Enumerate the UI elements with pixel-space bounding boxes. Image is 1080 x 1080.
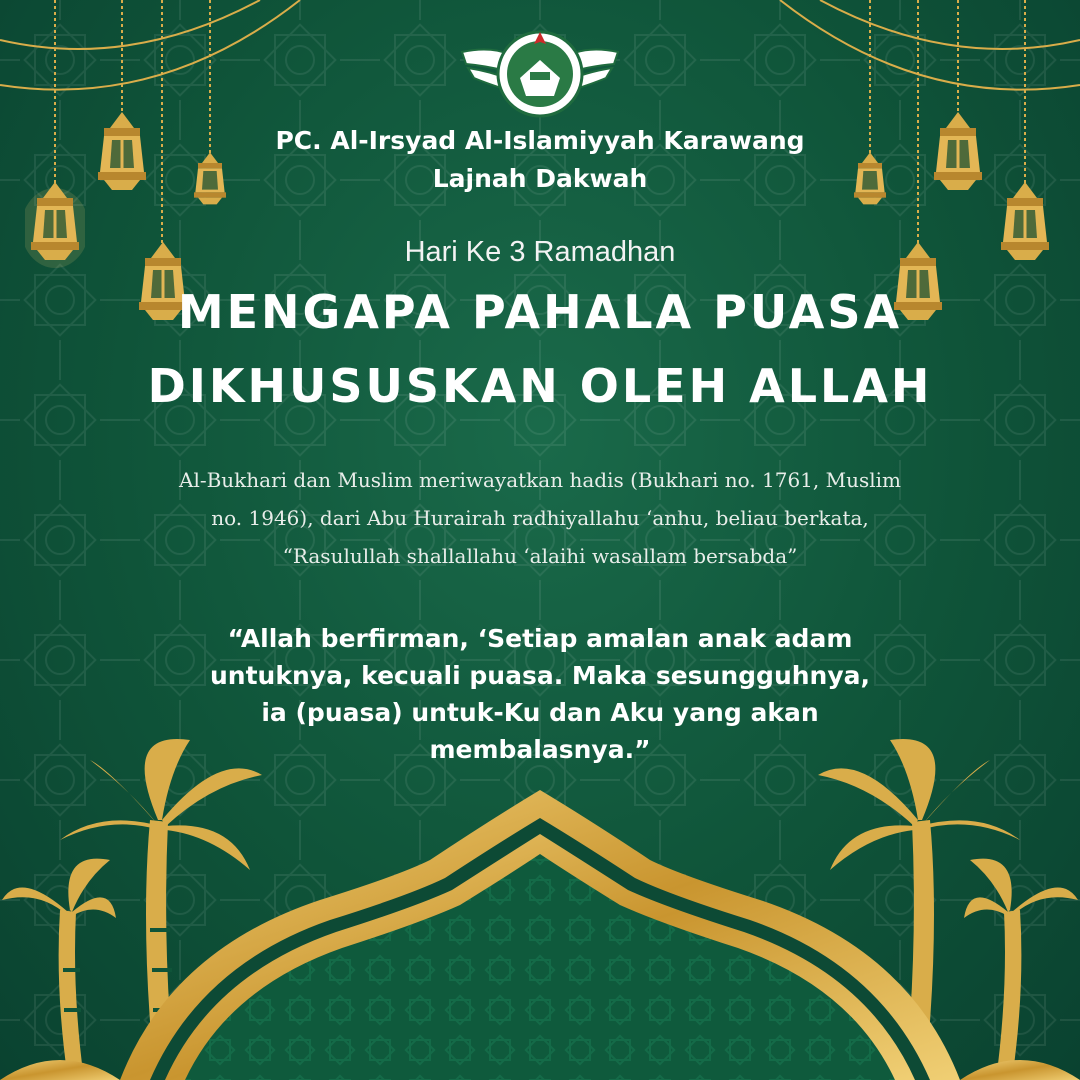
organization-logo [460,22,620,124]
title-line-2: DIKHUSUSKAN OLEH ALLAH [147,359,933,413]
hadith-line-2: untuknya, kecuali puasa. Maka sesungguhnya, [210,661,870,690]
mosque-arch-frame [0,790,1080,1080]
division-name: Lajnah Dakwah [432,164,648,193]
hadith-line-3: ia (puasa) untuk-Ku dan Aku yang akan [261,698,819,727]
organization-name: PC. Al-Irsyad Al-Islamiyyah Karawang [275,126,805,155]
day-label: Hari Ke 3 Ramadhan [404,236,676,268]
hadith-line-1: “Allah berfirman, ‘Setiap amalan anak adam [227,624,853,653]
narration-line-2: no. 1946), dari Abu Hurairah radhiyallahu ‘anhu, beliau berkata, [211,506,869,530]
hadith-line-4: membalasnya.” [429,735,651,764]
narration-line-3: “Rasulullah shallallahu ‘alaihi wasallam bersabda” [282,544,798,568]
title-line-1: MENGAPA PAHALA PUASA [177,285,903,339]
narration-line-1: Al-Bukhari dan Muslim meriwayatkan hadis (Bukhari no. 1761, Muslim [179,468,901,492]
